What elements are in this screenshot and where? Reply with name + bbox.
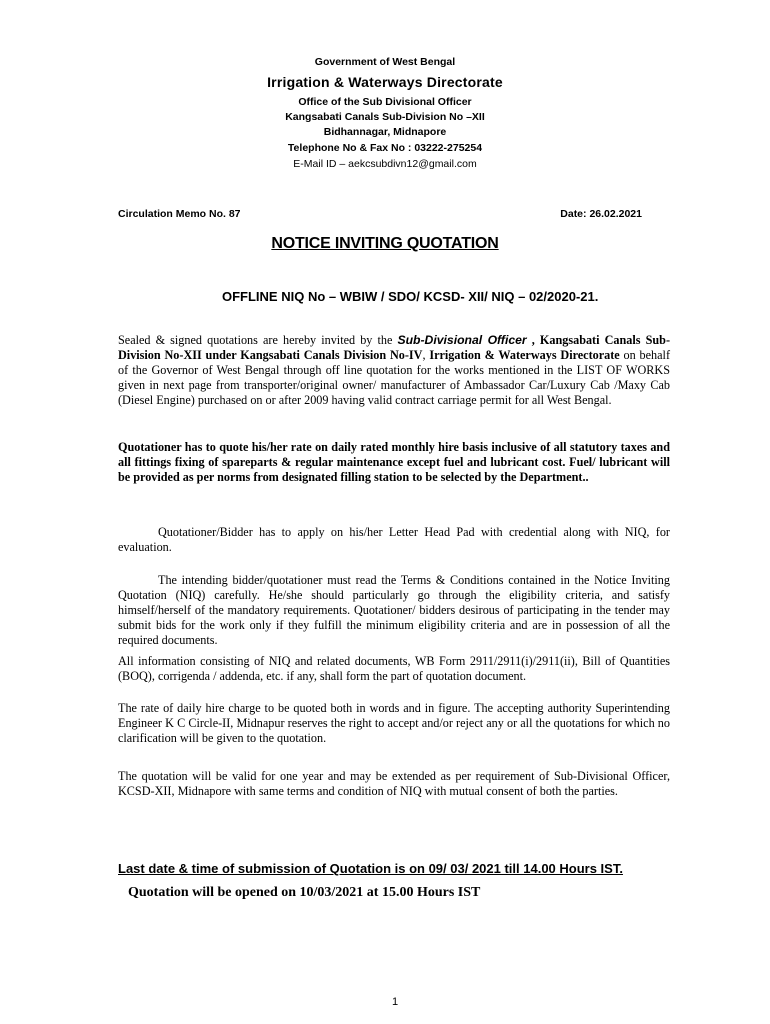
- paragraph-letterhead: Quotationer/Bidder has to apply on his/her Letter Head Pad with credential along with NIQ, for evaluation.: [118, 525, 670, 555]
- paragraph-hire-charge: The rate of daily hire charge to be quoted both in words and in figure. The accepting authority Superintending Engineer K C Circle-II, Midnapur reserves the right to accept and/or reject any or all the quotations for which no clarification will be given to the quotation.: [118, 701, 670, 746]
- paragraph-rate-terms: Quotationer has to quote his/her rate on daily rated monthly hire basis inclusive of all statutory taxes and all fittings fixing of spareparts & regular maintenance except fuel and lubricant cost. Fuel/ lubricant will be provided as per norms from designated filling station to be selected by the Department..: [118, 440, 670, 485]
- niq-number: OFFLINE NIQ No – WBIW / SDO/ KCSD- XII/ NIQ – 02/2020-21.: [222, 289, 599, 304]
- location: Bidhannagar, Midnapore: [323, 126, 447, 138]
- page-number: 1: [391, 996, 399, 1008]
- circulation-memo: Circulation Memo No. 87: [118, 208, 241, 220]
- memo-date: Date: 26.02.2021: [560, 208, 642, 220]
- directorate-title: Irrigation & Waterways Directorate: [267, 74, 503, 90]
- paragraph-documents: All information consisting of NIQ and related documents, WB Form 2911/2911(i)/2911(ii), Bill of Quantities (BOQ), corrigenda / addenda, etc. if any, shall form the part of quotation document.: [118, 654, 670, 684]
- officer-emphasis: Sub-Divisional Officer: [397, 333, 527, 347]
- notice-title: NOTICE INVITING QUOTATION: [271, 235, 499, 252]
- telephone: Telephone No & Fax No : 03222-275254: [287, 142, 483, 154]
- memo-row: [118, 208, 642, 220]
- email: E-Mail ID – aekcsubdivn12@gmail.com: [293, 158, 477, 170]
- subdivision-name: Kangsabati Canals Sub-Division No –XII: [285, 111, 485, 123]
- paragraph-validity: The quotation will be valid for one year and may be extended as per requirement of Sub-Divisional Officer, KCSD-XII, Midnapore with same terms and condition of NIQ with mutual consent of both the parties.: [118, 769, 670, 799]
- submission-deadline: Last date & time of submission of Quotation is on 09/ 03/ 2021 till 14.00 Hours IST.: [118, 861, 623, 876]
- government-name: Government of West Bengal: [314, 56, 456, 68]
- paragraph-invitation: Sealed & signed quotations are hereby invited by the Sub-Divisional Officer , Kangsabati Canals Sub-Division No-XII under Kangsabati Canals Division No-IV, Irrigation & Waterways Directorate on behalf of the Governor of West Bengal through off line quotation for the works mentioned in the LIST OF WORKS given in next page from transporter/original owner/ manufacturer of Ambassador Car/Luxury Cab /Maxy Cab (Diesel Engine) purchased on or after 2009 having valid contract carriage permit for all West Bengal.: [118, 333, 671, 408]
- office-name: Office of the Sub Divisional Officer: [298, 96, 472, 108]
- opening-date: Quotation will be opened on 10/03/2021 at 15.00 Hours IST: [128, 885, 481, 900]
- paragraph-terms: The intending bidder/quotationer must read the Terms & Conditions contained in the Notice Inviting Quotation (NIQ) carefully. He/she should particularly go through the eligibility criteria, and satisfy himself/herself of the mandatory requirements. Quotationer/ bidders desirous of participating in the tender may submit bids for the work only if they fulfill the minimum eligibility criteria and are in possession of all the required documents.: [118, 573, 670, 648]
